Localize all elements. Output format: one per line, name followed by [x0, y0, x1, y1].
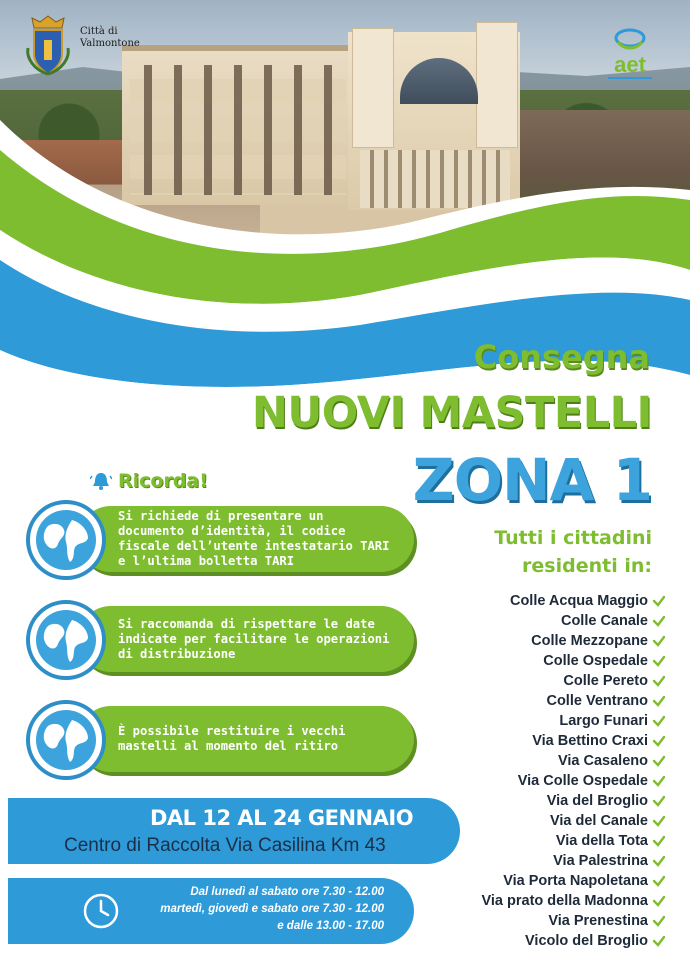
residents-line1: Tutti i cittadini — [494, 527, 652, 549]
title-consegna: Consegna — [473, 338, 650, 376]
street-item — [426, 751, 666, 771]
checkmark-icon — [652, 854, 666, 868]
checkmark-icon — [652, 874, 666, 888]
reminder-label: Ricorda! — [118, 470, 208, 492]
street-name: Via Colle Ospedale — [517, 773, 648, 789]
street-name: Colle Ospedale — [543, 653, 648, 669]
title-zona: ZONA 1 — [412, 446, 652, 514]
street-item — [426, 691, 666, 711]
checkmark-icon — [652, 674, 666, 688]
street-name: Via Bettino Craxi — [532, 733, 648, 749]
street-item — [426, 731, 666, 751]
city-line1: Città di — [80, 26, 118, 37]
hours-line1: Dal lunedì al sabato ore 7.30 - 12.00 — [190, 886, 384, 898]
collection-place: Centro di Raccolta Via Casilina Km 43 — [64, 835, 386, 856]
street-name: Colle Pereto — [563, 673, 648, 689]
city-logo — [24, 14, 174, 78]
street-name: Via Prenestina — [548, 913, 648, 929]
street-name: Via prato della Madonna — [481, 893, 648, 909]
street-name: Colle Canale — [560, 613, 648, 629]
globe-icon — [26, 600, 106, 680]
street-name: Colle Acqua Maggio — [509, 593, 648, 609]
checkmark-icon — [652, 794, 666, 808]
street-name: Via della Tota — [555, 833, 648, 849]
reminder-heading — [90, 470, 208, 492]
aet-logo — [600, 24, 660, 84]
street-item — [426, 831, 666, 851]
opening-hours — [160, 884, 384, 935]
street-item — [426, 931, 666, 951]
checkmark-icon — [652, 614, 666, 628]
checkmark-icon — [652, 894, 666, 908]
street-item — [426, 911, 666, 931]
street-item — [426, 771, 666, 791]
info-row-documents — [26, 500, 416, 582]
hours-line2: martedì, giovedì e sabato ore 7.30 - 12.00 — [160, 903, 384, 915]
street-name: Colle Mezzopane — [531, 633, 648, 649]
checkmark-icon — [652, 714, 666, 728]
globe-icon — [26, 700, 106, 780]
street-item — [426, 671, 666, 691]
checkmark-icon — [652, 694, 666, 708]
checkmark-icon — [652, 734, 666, 748]
info-pill — [78, 606, 414, 672]
bell-icon — [90, 470, 112, 492]
checkmark-icon — [652, 934, 666, 948]
svg-text:aet: aet — [614, 52, 646, 77]
hours-line3: e dalle 13.00 - 17.00 — [277, 920, 384, 932]
street-item — [426, 891, 666, 911]
street-name: Via Palestrina — [553, 853, 648, 869]
street-item — [426, 711, 666, 731]
street-name: Via Casaleno — [557, 753, 648, 769]
info-pill — [78, 506, 414, 572]
aet-logo-icon — [600, 24, 660, 84]
checkmark-icon — [652, 754, 666, 768]
street-list — [426, 591, 666, 951]
street-name: Via Porta Napoletana — [503, 873, 648, 889]
street-item — [426, 851, 666, 871]
checkmark-icon — [652, 654, 666, 668]
info-row-dates — [26, 600, 416, 682]
street-item — [426, 611, 666, 631]
checkmark-icon — [652, 814, 666, 828]
clock-icon — [82, 892, 120, 930]
street-item — [426, 651, 666, 671]
date-range: DAL 12 AL 24 GENNAIO — [150, 806, 414, 830]
info-pill — [78, 706, 414, 772]
checkmark-icon — [652, 634, 666, 648]
checkmark-icon — [652, 774, 666, 788]
street-item — [426, 631, 666, 651]
street-name: Colle Ventrano — [546, 693, 648, 709]
residents-line2: residenti in: — [522, 555, 652, 577]
street-item — [426, 811, 666, 831]
globe-icon — [26, 500, 106, 580]
street-name: Largo Funari — [559, 713, 648, 729]
city-crest-icon — [24, 14, 72, 76]
checkmark-icon — [652, 914, 666, 928]
info-text: Si richiede di presentare un documento d’identità, il codice fiscale dell’utente intestatario TARI e l’ultima bolletta TARI — [118, 509, 390, 568]
street-item — [426, 591, 666, 611]
title-nuovi-mastelli: NUOVI MASTELLI — [251, 388, 652, 438]
info-text: Si raccomanda di rispettare le date indicate per facilitare le operazioni di distribuzione — [118, 616, 390, 661]
street-item — [426, 871, 666, 891]
info-row-return — [26, 700, 416, 782]
street-name: Via del Canale — [549, 813, 648, 829]
checkmark-icon — [652, 594, 666, 608]
checkmark-icon — [652, 834, 666, 848]
street-name: Via del Broglio — [546, 793, 648, 809]
city-name — [80, 26, 140, 50]
info-text: È possibile restituire i vecchi mastelli al momento del ritiro — [118, 724, 346, 753]
street-item — [426, 791, 666, 811]
city-line2: Valmontone — [80, 38, 140, 49]
street-name: Vicolo del Broglio — [525, 933, 648, 949]
residents-heading — [494, 524, 652, 580]
